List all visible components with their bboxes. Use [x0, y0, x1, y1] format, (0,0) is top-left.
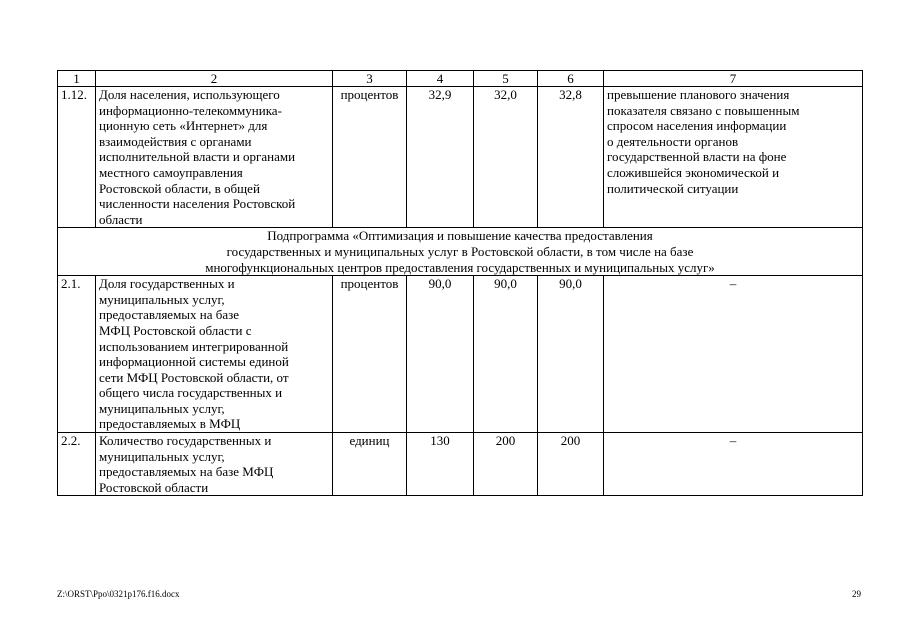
value-cell: 130: [407, 433, 474, 496]
row-number: 2.2.: [58, 433, 96, 496]
value-cell: 32,0: [474, 87, 538, 228]
text-line: Доля населения, использующего: [99, 87, 280, 102]
text-line: ционную сеть «Интернет» для: [99, 118, 268, 134]
note-cell: –: [604, 276, 863, 433]
value-cell: 200: [538, 433, 604, 496]
text-line: предоставляемых на базе МФЦ: [99, 464, 274, 480]
header-cell: 6: [538, 71, 604, 87]
header-cell: 7: [604, 71, 863, 87]
value-cell: 32,9: [407, 87, 474, 228]
text-line: численности населения Ростовской: [99, 196, 296, 212]
section-row: [58, 228, 863, 276]
indicators-table: [57, 70, 863, 496]
header-cell: 1: [58, 71, 96, 87]
indicator-name: [96, 433, 333, 496]
unit-cell: единиц: [333, 433, 407, 496]
value-cell: 90,0: [474, 276, 538, 433]
text-line: взаимодействия с органами: [99, 133, 252, 149]
value-cell: 32,8: [538, 87, 604, 228]
indicator-name: [96, 276, 333, 433]
row-number: 1.12.: [58, 87, 96, 228]
text-line: МФЦ Ростовской области с: [99, 322, 252, 338]
text-line: о деятельности органов: [607, 133, 739, 149]
text-line: общего числа государственных и: [99, 385, 283, 401]
text-line: Количество государственных и: [99, 433, 272, 449]
text-line: информационной системы единой: [99, 354, 289, 370]
text-line: Доля государственных и: [99, 276, 235, 292]
footer-file-path: Z:\ORST\Ppo\0321p176.f16.docx: [57, 589, 180, 599]
text-line: сложившейся экономической и: [607, 164, 780, 180]
text-line: государственных и муниципальных услуг в Ростовской области, в том числе на базе: [226, 243, 694, 259]
text-line: информационно-телекоммуника-: [99, 102, 282, 118]
row-number: 2.1.: [58, 276, 96, 433]
header-cell: 2: [96, 71, 333, 87]
table-row-1-12: [58, 87, 863, 228]
unit-cell: процентов: [333, 276, 407, 433]
text-line: муниципальных услуг,: [99, 448, 225, 464]
value-cell: 90,0: [407, 276, 474, 433]
note-cell: –: [604, 433, 863, 496]
text-line: показателя связано с повышенным: [607, 102, 800, 118]
text-line: Ростовской области, в общей: [99, 180, 260, 196]
table-row-2-2: [58, 433, 863, 496]
text-line: спросом населения информации: [607, 118, 787, 134]
value-cell: 200: [474, 433, 538, 496]
text-line: Подпрограмма «Оптимизация и повышение качества предоставления: [267, 228, 653, 244]
text-line: государственной власти на фоне: [607, 149, 787, 165]
text-line: местного самоуправления: [99, 164, 243, 180]
text-line: многофункциональных центров предоставления государственных и муниципальных услуг»: [205, 259, 715, 275]
subprogram-title: [58, 228, 863, 276]
header-cell: 5: [474, 71, 538, 87]
header-cell: 4: [407, 71, 474, 87]
text-line: предоставляемых в МФЦ: [99, 416, 241, 432]
text-line: исполнительной власти и органами: [99, 149, 296, 165]
note-cell: [604, 87, 863, 228]
text-line: Ростовской области: [99, 479, 209, 495]
value-cell: 90,0: [538, 276, 604, 433]
text-line: использованием интегрированной: [99, 338, 289, 354]
indicator-name: [96, 87, 333, 228]
text-line: превышение планового значения: [607, 87, 790, 102]
text-line: муниципальных услуг,: [99, 400, 225, 416]
text-line: сети МФЦ Ростовской области, от: [99, 369, 289, 385]
text-line: политической ситуации: [607, 180, 739, 196]
unit-cell: процентов: [333, 87, 407, 228]
table-row-2-1: [58, 276, 863, 433]
text-line: муниципальных услуг,: [99, 291, 225, 307]
table-header-row: [58, 71, 863, 87]
header-cell: 3: [333, 71, 407, 87]
page-number: 29: [852, 589, 861, 599]
text-line: предоставляемых на базе: [99, 307, 240, 323]
text-line: области: [99, 211, 143, 227]
